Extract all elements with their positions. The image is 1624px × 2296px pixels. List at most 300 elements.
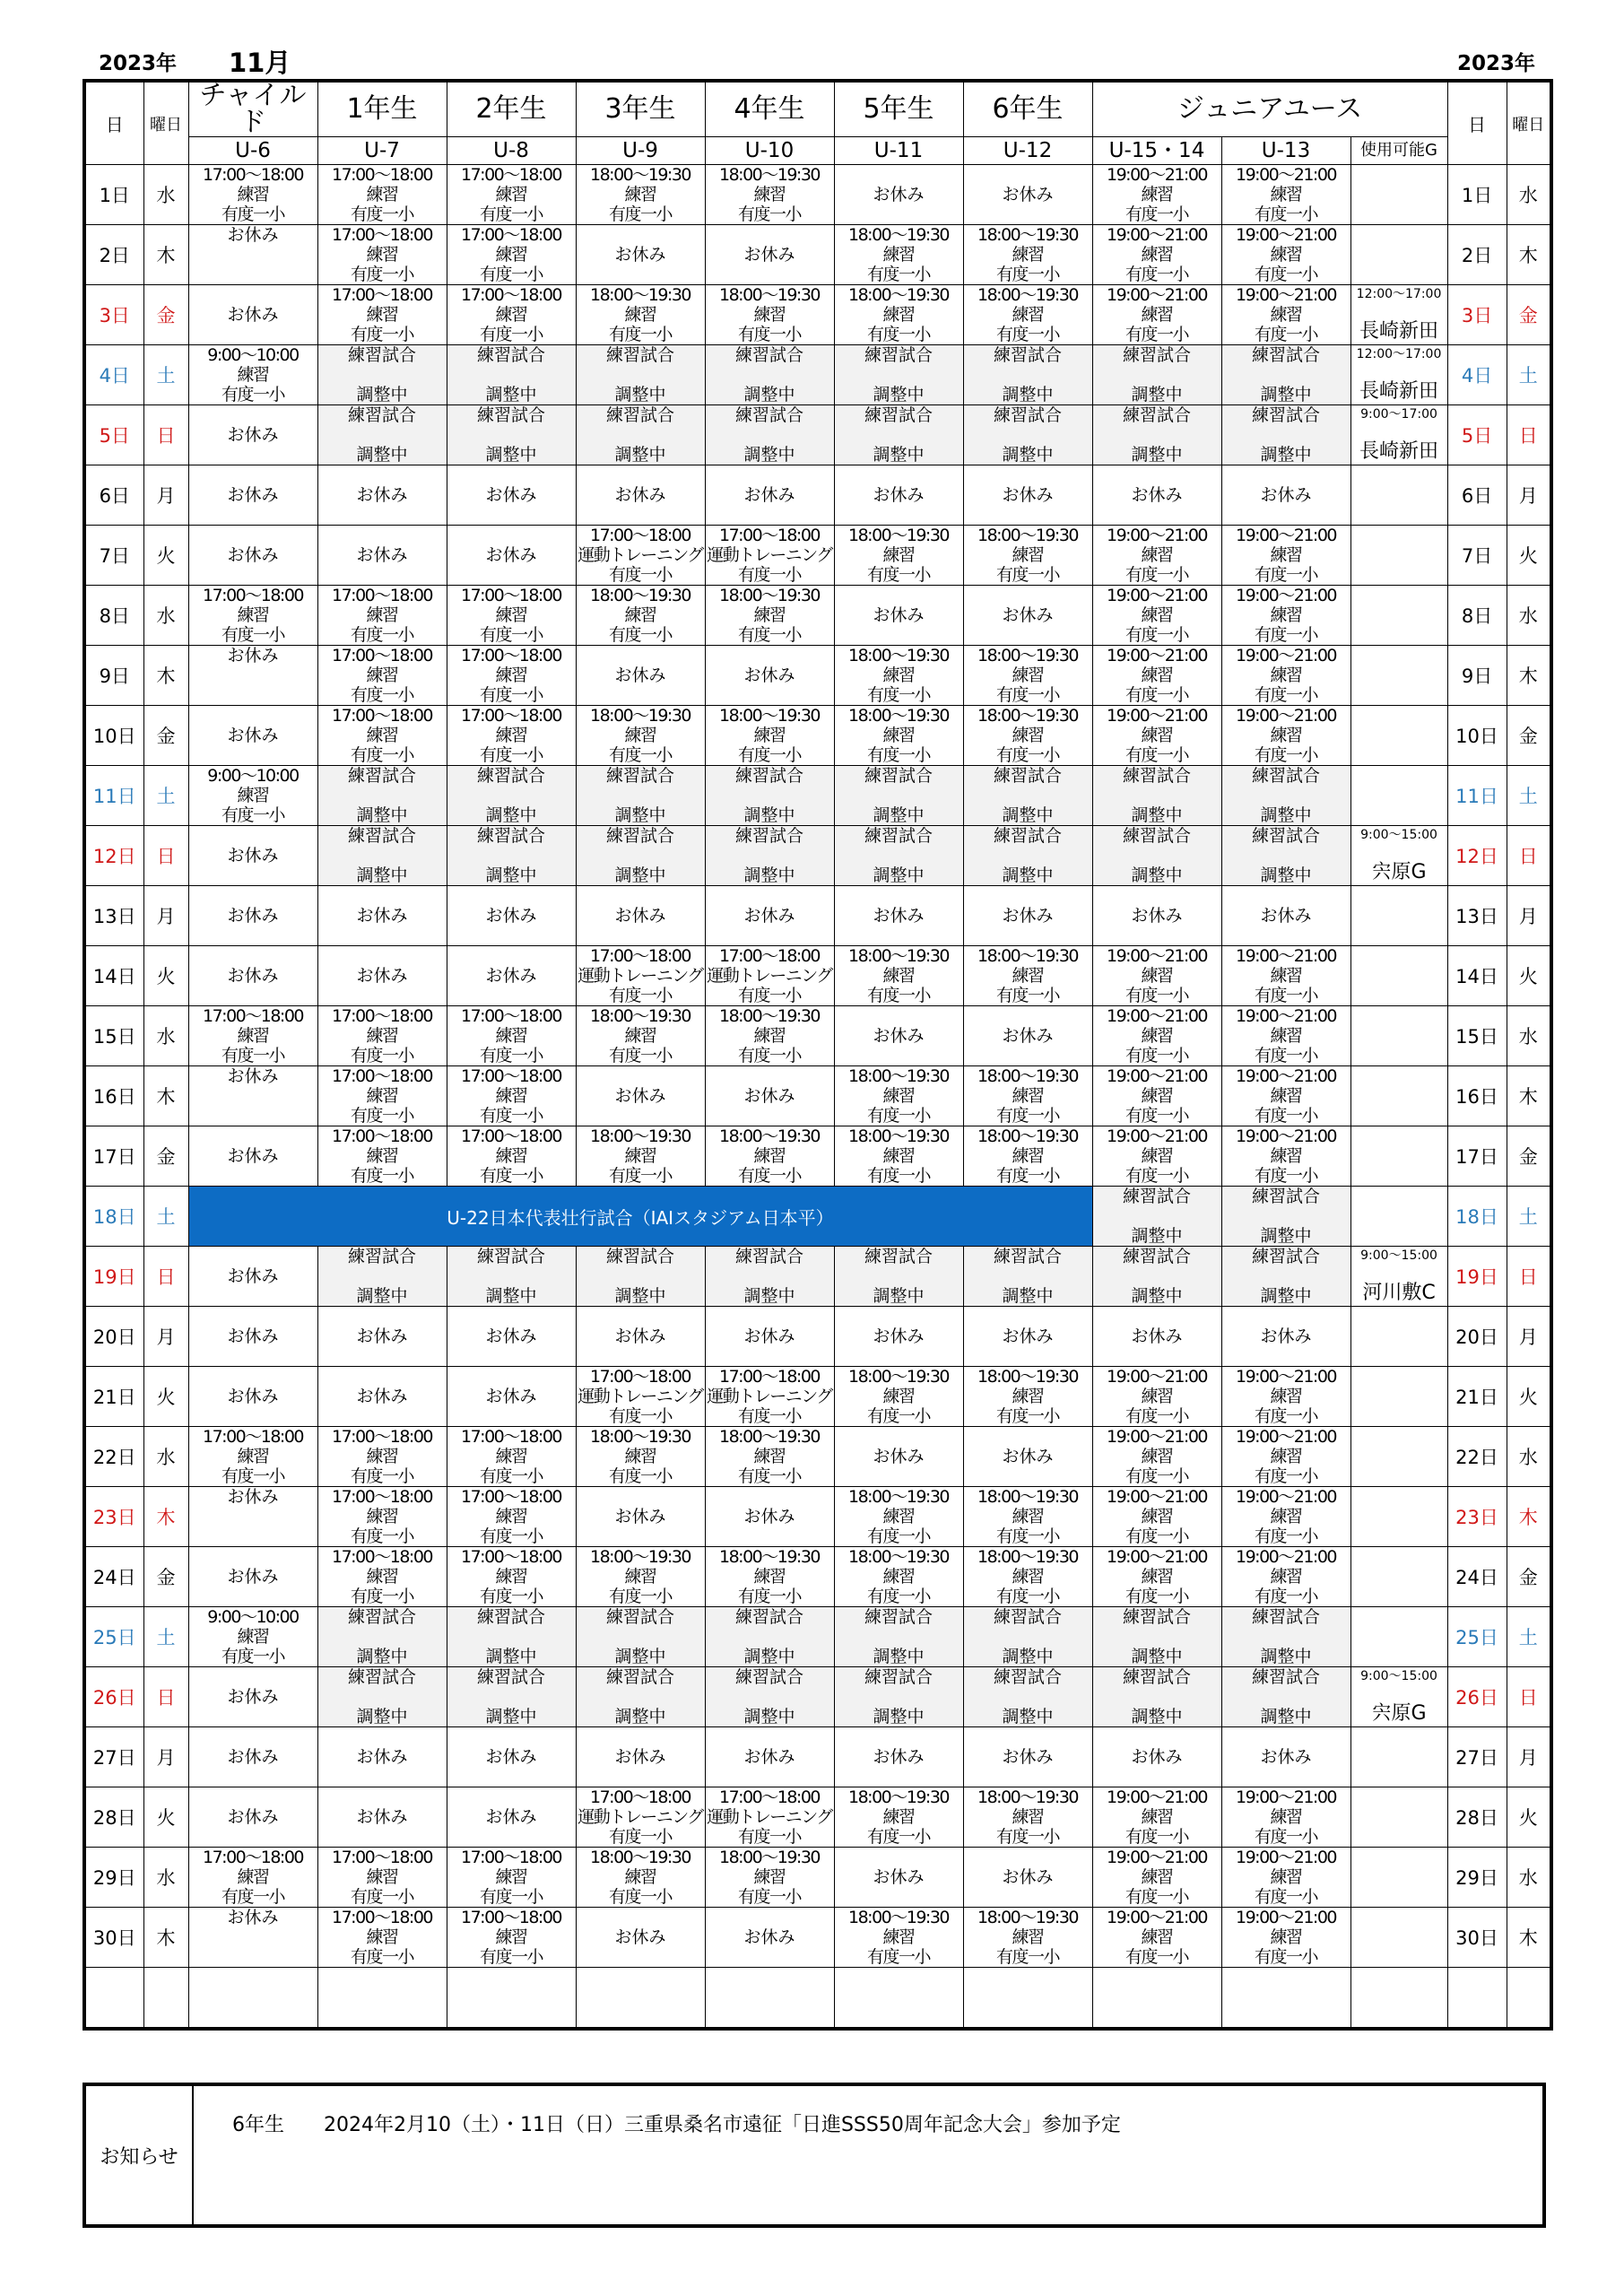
schedule-cell bbox=[1350, 1006, 1447, 1066]
day-number: 22日 bbox=[92, 1447, 136, 1468]
place-label: 有度一小 bbox=[221, 1887, 284, 1907]
place-label: 有度一小 bbox=[1254, 625, 1317, 645]
place-label: 有度一小 bbox=[737, 745, 801, 765]
schedule-cell bbox=[705, 1066, 834, 1126]
time-label: 18:00～19:30 bbox=[977, 1126, 1078, 1146]
venue-cell bbox=[1350, 1667, 1447, 1727]
time-label: 17:00～18:00 bbox=[460, 706, 561, 726]
match-label: 練習試合 bbox=[476, 1607, 545, 1627]
schedule-cell bbox=[317, 405, 447, 465]
schedule-cell bbox=[963, 465, 1092, 526]
grade-header: 1年生 bbox=[317, 81, 447, 137]
weekday-cell-right bbox=[1507, 1006, 1551, 1066]
weekday-label: 土 bbox=[1518, 1206, 1538, 1228]
schedule-cell bbox=[188, 1908, 317, 1968]
match-label: 練習試合 bbox=[864, 345, 933, 365]
time-label: 18:00～19:30 bbox=[977, 946, 1078, 966]
time-label: 19:00～21:00 bbox=[1235, 1787, 1336, 1807]
day-number: 27日 bbox=[92, 1747, 136, 1769]
day-cell-right bbox=[1447, 1607, 1507, 1667]
schedule-cell bbox=[188, 1667, 317, 1727]
schedule-cell bbox=[963, 886, 1092, 946]
rest-label: お休み bbox=[227, 1567, 279, 1587]
rest-label: お休み bbox=[485, 1807, 537, 1827]
schedule-cell bbox=[317, 1006, 447, 1066]
blank-cell bbox=[576, 1968, 705, 2030]
match-label: 練習試合 bbox=[734, 1607, 803, 1627]
schedule-cell bbox=[188, 345, 317, 405]
day-row bbox=[84, 465, 1551, 526]
practice-label: 練習 bbox=[495, 1867, 527, 1887]
match-label: 練習試合 bbox=[1122, 405, 1191, 425]
weekday-cell bbox=[143, 1307, 188, 1367]
schedule-cell bbox=[576, 165, 705, 225]
rest-label: お休み bbox=[743, 245, 795, 265]
rest-label: お休み bbox=[227, 1747, 279, 1767]
place-label: 有度一小 bbox=[350, 1466, 413, 1486]
schedule-cell bbox=[188, 646, 317, 706]
tbd-label: 調整中 bbox=[873, 385, 925, 404]
match-label: 練習試合 bbox=[993, 405, 1062, 425]
time-label: 19:00～21:00 bbox=[1235, 586, 1336, 605]
tbd-label: 調整中 bbox=[873, 805, 925, 825]
match-label: 練習試合 bbox=[605, 405, 674, 425]
day-row bbox=[84, 165, 1551, 225]
schedule-cell bbox=[447, 1607, 576, 1667]
place-label: 有度一小 bbox=[1254, 1827, 1317, 1847]
weekday-label: 金 bbox=[156, 305, 176, 326]
day-cell bbox=[84, 646, 143, 706]
schedule-cell bbox=[576, 886, 705, 946]
practice-label: 練習 bbox=[624, 605, 656, 625]
schedule-cell bbox=[188, 1307, 317, 1367]
rest-label: お休み bbox=[873, 1026, 925, 1046]
rest-label: お休み bbox=[485, 906, 537, 926]
schedule-cell bbox=[188, 1848, 317, 1908]
day-cell-right bbox=[1447, 586, 1507, 646]
schedule-cell bbox=[447, 1487, 576, 1547]
day-cell-right bbox=[1447, 1727, 1507, 1787]
day-number: 21日 bbox=[92, 1387, 136, 1408]
schedule-cell bbox=[1350, 1187, 1447, 1247]
practice-label: 練習 bbox=[1141, 545, 1173, 565]
day-number: 21日 bbox=[1455, 1387, 1498, 1408]
place-label: 有度一小 bbox=[737, 1046, 801, 1065]
schedule-cell bbox=[447, 766, 576, 826]
blank-cell bbox=[834, 1968, 963, 2030]
time-label: 18:00～19:30 bbox=[589, 1547, 690, 1567]
day-row bbox=[84, 646, 1551, 706]
place-label: 有度一小 bbox=[866, 1406, 930, 1426]
rest-label: お休み bbox=[1002, 1867, 1054, 1887]
day-cell-right bbox=[1447, 946, 1507, 1006]
day-row bbox=[84, 1908, 1551, 1968]
practice-label: 練習 bbox=[1270, 1146, 1302, 1166]
schedule-cell bbox=[447, 886, 576, 946]
tbd-label: 調整中 bbox=[485, 865, 537, 885]
time-label: 17:00～18:00 bbox=[718, 526, 820, 545]
schedule-cell bbox=[447, 1367, 576, 1427]
schedule-cell bbox=[317, 1307, 447, 1367]
day-number: 23日 bbox=[92, 1507, 136, 1528]
weekday-cell-right bbox=[1507, 1727, 1551, 1787]
day-number: 28日 bbox=[1455, 1807, 1498, 1829]
time-label: 18:00～19:30 bbox=[977, 1908, 1078, 1927]
practice-label: 練習 bbox=[1141, 1387, 1173, 1406]
day-number: 24日 bbox=[92, 1567, 136, 1588]
practice-label: 練習 bbox=[1270, 966, 1302, 986]
time-label: 19:00～21:00 bbox=[1235, 225, 1336, 245]
practice-label: 練習 bbox=[753, 1146, 786, 1166]
weekday-cell-right bbox=[1507, 826, 1551, 886]
place-label: 有度一小 bbox=[1125, 1587, 1188, 1606]
time-label: 19:00～21:00 bbox=[1106, 1908, 1207, 1927]
schedule-cell bbox=[576, 1848, 705, 1908]
day-row bbox=[84, 1187, 1551, 1247]
schedule-cell bbox=[1092, 1307, 1221, 1367]
schedule-cell bbox=[1092, 1427, 1221, 1487]
time-label: 19:00～21:00 bbox=[1235, 1547, 1336, 1567]
match-label: 練習試合 bbox=[734, 1247, 803, 1266]
day-cell bbox=[84, 405, 143, 465]
weekday-label: 水 bbox=[156, 605, 176, 627]
place-label: 有度一小 bbox=[350, 1166, 413, 1186]
schedule-cell bbox=[705, 646, 834, 706]
weekday-cell-right bbox=[1507, 526, 1551, 586]
schedule-cell bbox=[188, 1607, 317, 1667]
schedule-cell bbox=[834, 1667, 963, 1727]
place-label: 有度一小 bbox=[608, 625, 672, 645]
rest-label: お休み bbox=[614, 1086, 666, 1106]
place-label: 有度一小 bbox=[1254, 1947, 1317, 1967]
time-label: 17:00～18:00 bbox=[460, 1547, 561, 1567]
weekday-cell-right bbox=[1507, 1908, 1551, 1968]
match-label: 練習試合 bbox=[993, 1607, 1062, 1627]
rest-label: お休み bbox=[227, 1266, 279, 1286]
day-number: 29日 bbox=[1455, 1867, 1498, 1889]
schedule-cell bbox=[317, 1848, 447, 1908]
practice-label: 練習 bbox=[1012, 1086, 1044, 1106]
place-label: 有度一小 bbox=[479, 745, 543, 765]
weekday-label: 水 bbox=[156, 1026, 176, 1048]
schedule-cell bbox=[1092, 1126, 1221, 1187]
day-number: 20日 bbox=[1455, 1326, 1498, 1348]
time-label: 18:00～19:30 bbox=[847, 706, 949, 726]
time-label: 17:00～18:00 bbox=[589, 1367, 690, 1387]
weekday-label: 木 bbox=[1518, 665, 1538, 687]
schedule-cell bbox=[1221, 1787, 1350, 1848]
day-cell bbox=[84, 225, 143, 285]
time-label: 19:00～21:00 bbox=[1106, 706, 1207, 726]
tbd-label: 調整中 bbox=[873, 445, 925, 465]
schedule-cell bbox=[317, 165, 447, 225]
place-label: 有度一小 bbox=[737, 1406, 801, 1426]
rest-label: お休み bbox=[356, 1387, 408, 1406]
day-cell bbox=[84, 1547, 143, 1607]
weekday-label: 土 bbox=[1518, 365, 1538, 387]
schedule-cell bbox=[188, 1427, 317, 1487]
schedule-cell bbox=[317, 946, 447, 1006]
schedule-cell bbox=[1092, 465, 1221, 526]
schedule-cell bbox=[705, 225, 834, 285]
day-cell bbox=[84, 526, 143, 586]
rest-label: お休み bbox=[227, 966, 279, 986]
place-label: 有度一小 bbox=[995, 986, 1059, 1005]
place-label: 有度一小 bbox=[221, 1046, 284, 1065]
match-label: 練習試合 bbox=[993, 1667, 1062, 1687]
practice-label: 練習 bbox=[495, 605, 527, 625]
day-number: 5日 bbox=[1461, 425, 1493, 447]
schedule-cell bbox=[834, 766, 963, 826]
schedule-cell bbox=[705, 586, 834, 646]
age-header: U-10 bbox=[705, 137, 834, 165]
schedule-cell bbox=[447, 345, 576, 405]
schedule-cell bbox=[576, 405, 705, 465]
weekday-label: 金 bbox=[1518, 726, 1538, 747]
practice-label: 練習 bbox=[1270, 1026, 1302, 1046]
weekday-cell-right bbox=[1507, 225, 1551, 285]
time-label: 17:00～18:00 bbox=[331, 1908, 432, 1927]
schedule-cell bbox=[447, 1667, 576, 1727]
schedule-cell bbox=[317, 1607, 447, 1667]
place-label: 有度一小 bbox=[608, 1827, 672, 1847]
schedule-cell bbox=[317, 1667, 447, 1727]
weekday-cell bbox=[143, 1547, 188, 1607]
weekday-label: 水 bbox=[1518, 1867, 1538, 1889]
schedule-cell bbox=[1350, 1487, 1447, 1547]
practice-label: 練習 bbox=[1141, 1807, 1173, 1827]
practice-label: 練習 bbox=[1270, 1507, 1302, 1526]
practice-label: 練習 bbox=[1270, 1807, 1302, 1827]
schedule-cell bbox=[834, 1848, 963, 1908]
day-row bbox=[84, 1006, 1551, 1066]
weekday-label: 木 bbox=[1518, 245, 1538, 266]
day-number: 16日 bbox=[1455, 1086, 1498, 1108]
weekday-cell-right bbox=[1507, 646, 1551, 706]
place-label: 有度一小 bbox=[737, 565, 801, 585]
match-label: 練習試合 bbox=[476, 405, 545, 425]
schedule-cell bbox=[1221, 1367, 1350, 1427]
practice-label: 練習 bbox=[1270, 1867, 1302, 1887]
schedule-cell bbox=[447, 826, 576, 886]
schedule-cell bbox=[1092, 1187, 1221, 1247]
schedule-cell bbox=[705, 706, 834, 766]
match-label: 練習試合 bbox=[734, 826, 803, 846]
day-cell bbox=[84, 1667, 143, 1727]
weekday-cell bbox=[143, 646, 188, 706]
weekday-label: 火 bbox=[1518, 1387, 1538, 1408]
blank-cell bbox=[963, 1968, 1092, 2030]
day-cell-right bbox=[1447, 1187, 1507, 1247]
day-cell-right bbox=[1447, 886, 1507, 946]
time-label: 19:00～21:00 bbox=[1235, 1487, 1336, 1507]
day-cell-right bbox=[1447, 1367, 1507, 1427]
time-label: 17:00～18:00 bbox=[460, 1427, 561, 1447]
schedule-cell bbox=[447, 1247, 576, 1307]
practice-label: 練習 bbox=[882, 665, 915, 685]
schedule-cell bbox=[447, 706, 576, 766]
schedule-cell bbox=[834, 345, 963, 405]
rest-label: お休み bbox=[743, 485, 795, 505]
weekday-cell-right bbox=[1507, 1787, 1551, 1848]
weekday-label: 日 bbox=[156, 846, 176, 867]
rest-label: お休み bbox=[743, 1927, 795, 1947]
schedule-cell bbox=[1221, 1247, 1350, 1307]
weekday-cell bbox=[143, 1908, 188, 1968]
schedule-cell bbox=[1092, 165, 1221, 225]
practice-label: 練習 bbox=[882, 1146, 915, 1166]
schedule-cell bbox=[1092, 345, 1221, 405]
day-number: 29日 bbox=[92, 1867, 136, 1889]
rest-label: お休み bbox=[1260, 485, 1312, 505]
training-label: 運動トレーニング bbox=[578, 1807, 703, 1827]
match-label: 練習試合 bbox=[1251, 1607, 1320, 1627]
practice-label: 練習 bbox=[495, 305, 527, 325]
practice-label: 練習 bbox=[882, 1387, 915, 1406]
weekday-label: 日 bbox=[1518, 425, 1538, 447]
rest-label: お休み bbox=[227, 1687, 279, 1707]
place-label: 有度一小 bbox=[1254, 1406, 1317, 1426]
schedule-cell bbox=[705, 946, 834, 1006]
time-label: 18:00～19:30 bbox=[589, 706, 690, 726]
rest-label: お休み bbox=[614, 485, 666, 505]
time-label: 19:00～21:00 bbox=[1106, 946, 1207, 966]
day-row bbox=[84, 1126, 1551, 1187]
day-number: 8日 bbox=[99, 605, 130, 627]
tbd-label: 調整中 bbox=[1131, 445, 1183, 465]
venue-cell bbox=[1350, 826, 1447, 886]
rest-label: お休み bbox=[227, 1387, 279, 1406]
schedule-cell bbox=[1350, 1367, 1447, 1427]
venue-cell bbox=[1350, 405, 1447, 465]
weekday-label: 水 bbox=[156, 185, 176, 206]
day-row bbox=[84, 946, 1551, 1006]
notice-box bbox=[83, 2083, 1546, 2228]
rest-label: お休み bbox=[356, 1807, 408, 1827]
practice-label: 練習 bbox=[882, 966, 915, 986]
match-label: 練習試合 bbox=[864, 766, 933, 786]
time-label: 17:00～18:00 bbox=[718, 1787, 820, 1807]
schedule-cell bbox=[1092, 1727, 1221, 1787]
day-number: 18日 bbox=[1455, 1206, 1498, 1228]
day-row bbox=[84, 526, 1551, 586]
place-label: 有度一小 bbox=[866, 1827, 930, 1847]
schedule-cell bbox=[834, 826, 963, 886]
schedule-cell bbox=[188, 1066, 317, 1126]
place-label: 有度一小 bbox=[866, 265, 930, 284]
day-number: 4日 bbox=[99, 365, 130, 387]
practice-label: 練習 bbox=[1012, 545, 1044, 565]
weekday-cell bbox=[143, 1187, 188, 1247]
schedule-cell bbox=[834, 946, 963, 1006]
rest-label: お休み bbox=[227, 1487, 279, 1507]
time-label: 18:00～19:30 bbox=[847, 646, 949, 665]
tbd-label: 調整中 bbox=[1002, 445, 1054, 465]
time-label: 19:00～21:00 bbox=[1106, 165, 1207, 185]
weekday-cell bbox=[143, 1066, 188, 1126]
schedule-cell bbox=[317, 646, 447, 706]
place-label: 有度一小 bbox=[995, 1106, 1059, 1126]
weekday-label: 月 bbox=[156, 485, 176, 507]
schedule-cell bbox=[1092, 586, 1221, 646]
practice-label: 練習 bbox=[1270, 1927, 1302, 1947]
tbd-label: 調整中 bbox=[614, 385, 666, 404]
practice-label: 練習 bbox=[1012, 1146, 1044, 1166]
schedule-cell bbox=[317, 225, 447, 285]
schedule-cell bbox=[317, 1908, 447, 1968]
tbd-label: 調整中 bbox=[356, 385, 408, 404]
rest-label: お休み bbox=[227, 846, 279, 865]
weekday-label: 金 bbox=[1518, 305, 1538, 326]
schedule-cell bbox=[963, 405, 1092, 465]
place-label: 有度一小 bbox=[608, 325, 672, 344]
place-label: 有度一小 bbox=[1254, 1887, 1317, 1907]
rest-label: お休み bbox=[743, 1507, 795, 1526]
schedule-cell bbox=[963, 766, 1092, 826]
rest-label: お休み bbox=[614, 906, 666, 926]
schedule-cell bbox=[188, 225, 317, 285]
place-label: 有度一小 bbox=[1125, 265, 1188, 284]
weekday-label: 火 bbox=[156, 1807, 176, 1829]
practice-label: 練習 bbox=[882, 1567, 915, 1587]
weekday-label: 金 bbox=[1518, 1567, 1538, 1588]
practice-label: 練習 bbox=[1141, 726, 1173, 745]
match-label: 練習試合 bbox=[993, 766, 1062, 786]
time-label: 19:00～21:00 bbox=[1106, 225, 1207, 245]
rest-label: お休み bbox=[485, 1747, 537, 1767]
place-label: 有度一小 bbox=[1125, 1046, 1188, 1065]
blank-cell bbox=[447, 1968, 576, 2030]
match-label: 練習試合 bbox=[347, 826, 416, 846]
time-label: 18:00～19:30 bbox=[977, 526, 1078, 545]
weekday-cell-right bbox=[1507, 405, 1551, 465]
place-label: 有度一小 bbox=[1125, 1406, 1188, 1426]
rest-label: お休み bbox=[614, 245, 666, 265]
practice-label: 練習 bbox=[237, 365, 269, 385]
schedule-cell bbox=[834, 1607, 963, 1667]
day-number: 30日 bbox=[92, 1927, 136, 1949]
place-label: 有度一小 bbox=[1254, 1046, 1317, 1065]
practice-label: 練習 bbox=[366, 1447, 398, 1466]
weekday-label: 金 bbox=[156, 726, 176, 747]
weekday-label: 土 bbox=[156, 1206, 176, 1228]
weekday-cell bbox=[143, 345, 188, 405]
place-label: 有度一小 bbox=[479, 1166, 543, 1186]
day-number: 18日 bbox=[92, 1206, 136, 1228]
rest-label: お休み bbox=[873, 1867, 925, 1887]
place-label: 有度一小 bbox=[866, 325, 930, 344]
day-cell bbox=[84, 1006, 143, 1066]
schedule-cell bbox=[705, 1848, 834, 1908]
schedule-cell bbox=[1350, 706, 1447, 766]
practice-label: 練習 bbox=[495, 1026, 527, 1046]
day-cell bbox=[84, 946, 143, 1006]
grade-header: 5年生 bbox=[834, 81, 963, 137]
day-cell-right bbox=[1447, 1066, 1507, 1126]
weekday-cell bbox=[143, 946, 188, 1006]
schedule-cell bbox=[317, 766, 447, 826]
time-label: 19:00～21:00 bbox=[1235, 285, 1336, 305]
weekday-cell bbox=[143, 706, 188, 766]
weekday-label: 金 bbox=[1518, 1146, 1538, 1168]
practice-label: 練習 bbox=[1141, 305, 1173, 325]
time-label: 18:00～19:30 bbox=[847, 1487, 949, 1507]
rest-label: お休み bbox=[356, 906, 408, 926]
match-label: 練習試合 bbox=[347, 345, 416, 365]
day-number: 22日 bbox=[1455, 1447, 1498, 1468]
practice-label: 練習 bbox=[753, 1567, 786, 1587]
age-header: U-6 bbox=[188, 137, 317, 165]
